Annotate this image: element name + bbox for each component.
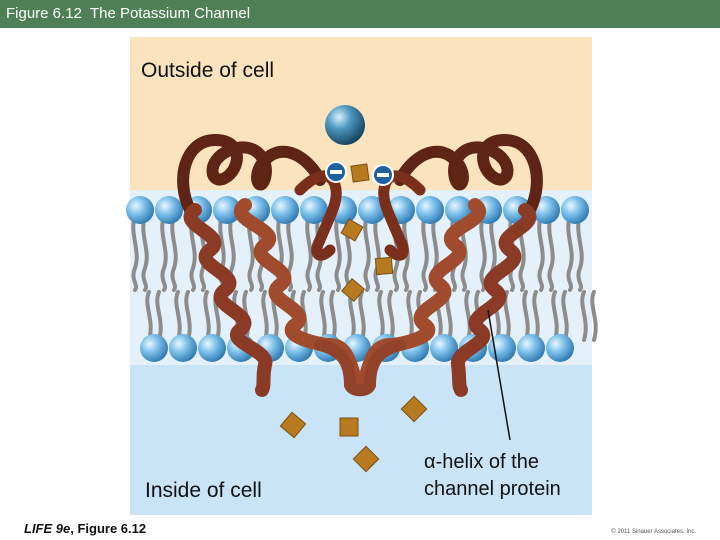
book-title: LIFE 9e — [24, 521, 71, 536]
figure-source — [24, 521, 146, 536]
lipid-head — [416, 196, 444, 224]
helix-label-line2: channel protein — [424, 478, 561, 500]
ion-square — [375, 257, 392, 274]
slide-title: Figure 6.12 The Potassium Channel — [6, 5, 251, 22]
lipid-head — [126, 196, 154, 224]
negative-charge-left — [326, 162, 346, 182]
inside-of-cell-label: Inside of cell — [145, 479, 262, 502]
potassium-ion — [325, 105, 365, 145]
lipid-head — [561, 196, 589, 224]
lipid-head — [271, 196, 299, 224]
figure-reference: , Figure 6.12 — [70, 521, 147, 536]
lipid-head — [169, 334, 197, 362]
outside-of-cell-label: Outside of cell — [141, 59, 275, 82]
lipid-head — [198, 334, 226, 362]
lipid-head — [546, 334, 574, 362]
copyright: © 2011 Sinauer Associates, Inc. — [611, 529, 696, 535]
helix-label-line1: α-helix of the — [424, 451, 539, 473]
ion-square — [351, 164, 369, 182]
lipid-head — [155, 196, 183, 224]
ion-square — [340, 418, 358, 436]
negative-charge-right — [373, 165, 393, 185]
lipid-head — [517, 334, 545, 362]
lipid-head — [140, 334, 168, 362]
lipid-tail — [592, 292, 595, 340]
